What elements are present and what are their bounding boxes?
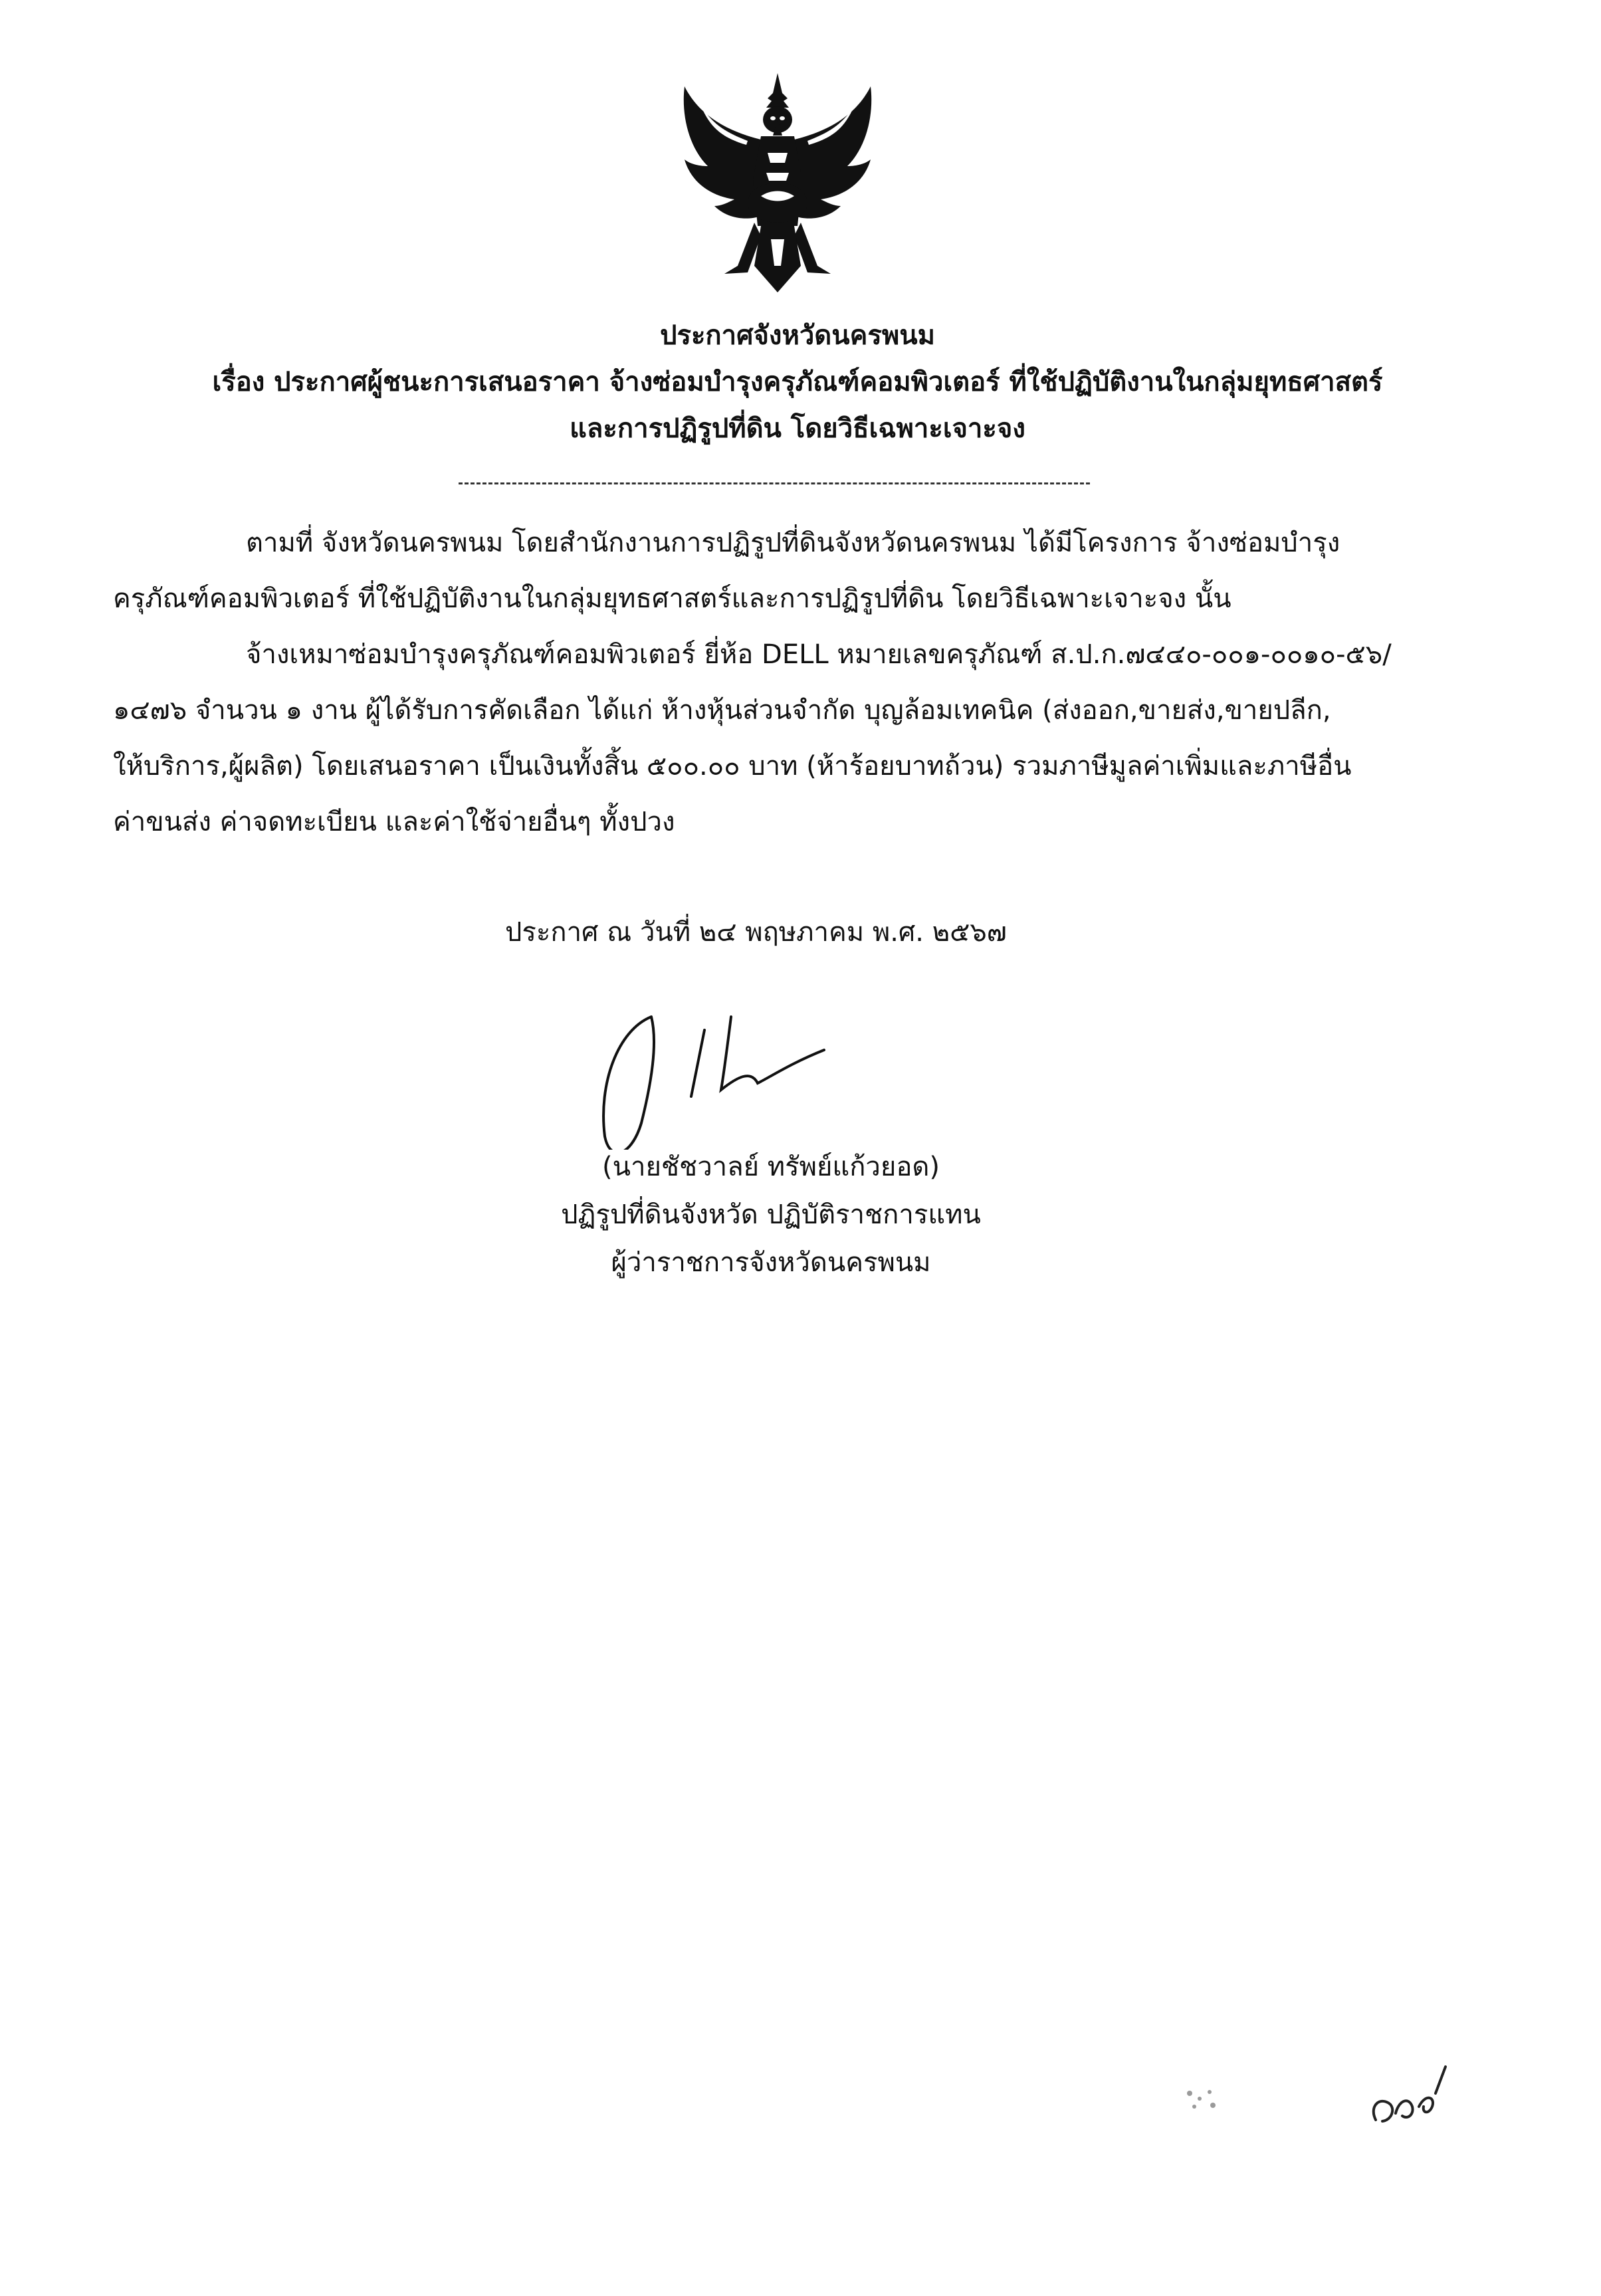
paragraph-2-line-3: ให้บริการ,ผู้ผลิต) โดยเสนอราคา เป็นเงินทั้งสิ้น ๕๐๐.๐๐ บาท (ห้าร้อยบาทถ้วน) รวมภาษีมูลค่าเพิ่มและภาษีอื่น <box>113 751 1352 782</box>
paragraph-2-line-1: จ้างเหมาซ่อมบำรุงครุภัณฑ์คอมพิวเตอร์ ยี่ห้อ DELL หมายเลขครุภัณฑ์ ส.ป.ก.๗๔๔๐-๐๐๑-๐๐๑๐-๕๖/ <box>246 639 1392 670</box>
signer-name: (นายชัชวาลย์ ทรัพย์แก้วยอด) <box>602 1152 940 1182</box>
paragraph-2-line-2: ๑๔๗๖ จำนวน ๑ งาน ผู้ได้รับการคัดเลือก ได้แก่ ห้างหุ้นส่วนจำกัด บุญล้อมเทคนิค (ส่งออก,ขายส่ง,ขายปลีก, <box>113 695 1331 726</box>
document-body <box>113 515 1436 850</box>
document-header <box>100 312 1495 452</box>
paragraph-1-line-1 <box>113 515 1436 571</box>
scan-smudge <box>1180 2080 1226 2120</box>
document-title: ประกาศจังหวัดนครพนม <box>660 320 935 351</box>
garuda-emblem-icon <box>661 66 894 299</box>
handwritten-note <box>1362 2060 1455 2133</box>
document-subject-line-1: เรื่อง ประกาศผู้ชนะการเสนอราคา จ้างซ่อมบำรุงครุภัณฑ์คอมพิวเตอร์ ที่ใช้ปฏิบัติงานในกลุ่มยุทธศาสตร์ <box>212 367 1383 397</box>
handwritten-signature <box>572 1003 917 1150</box>
signer-block <box>525 1143 1017 1287</box>
signer-position-2: ผู้ว่าราชการจังหวัดนครพนม <box>611 1247 931 1278</box>
announce-date: ประกาศ ณ วันที่ ๒๔ พฤษภาคม พ.ศ. ๒๕๖๗ <box>505 917 1007 948</box>
header-divider <box>459 482 1090 484</box>
document-subject-line-2: และการปฏิรูปที่ดิน โดยวิธีเฉพาะเจาะจง <box>570 413 1025 444</box>
paragraph-1-line-2: ครุภัณฑ์คอมพิวเตอร์ ที่ใช้ปฏิบัติงานในกลุ่มยุทธศาสตร์และการปฏิรูปที่ดิน โดยวิธีเฉพาะเจาะจง นั้น <box>113 583 1231 614</box>
paragraph-1-line-1-text: ตามที่ จังหวัดนครพนม โดยสำนักงานการปฏิรูปที่ดินจังหวัดนครพนม ได้มีโครงการ จ้างซ่อมบำรุง <box>246 528 1340 558</box>
signer-position-1: ปฏิรูปที่ดินจังหวัด ปฏิบัติราชการแทน <box>561 1200 981 1230</box>
paragraph-2-line-4: ค่าขนส่ง ค่าจดทะเบียน และค่าใช้จ่ายอื่นๆ ทั้งปวง <box>113 807 675 837</box>
